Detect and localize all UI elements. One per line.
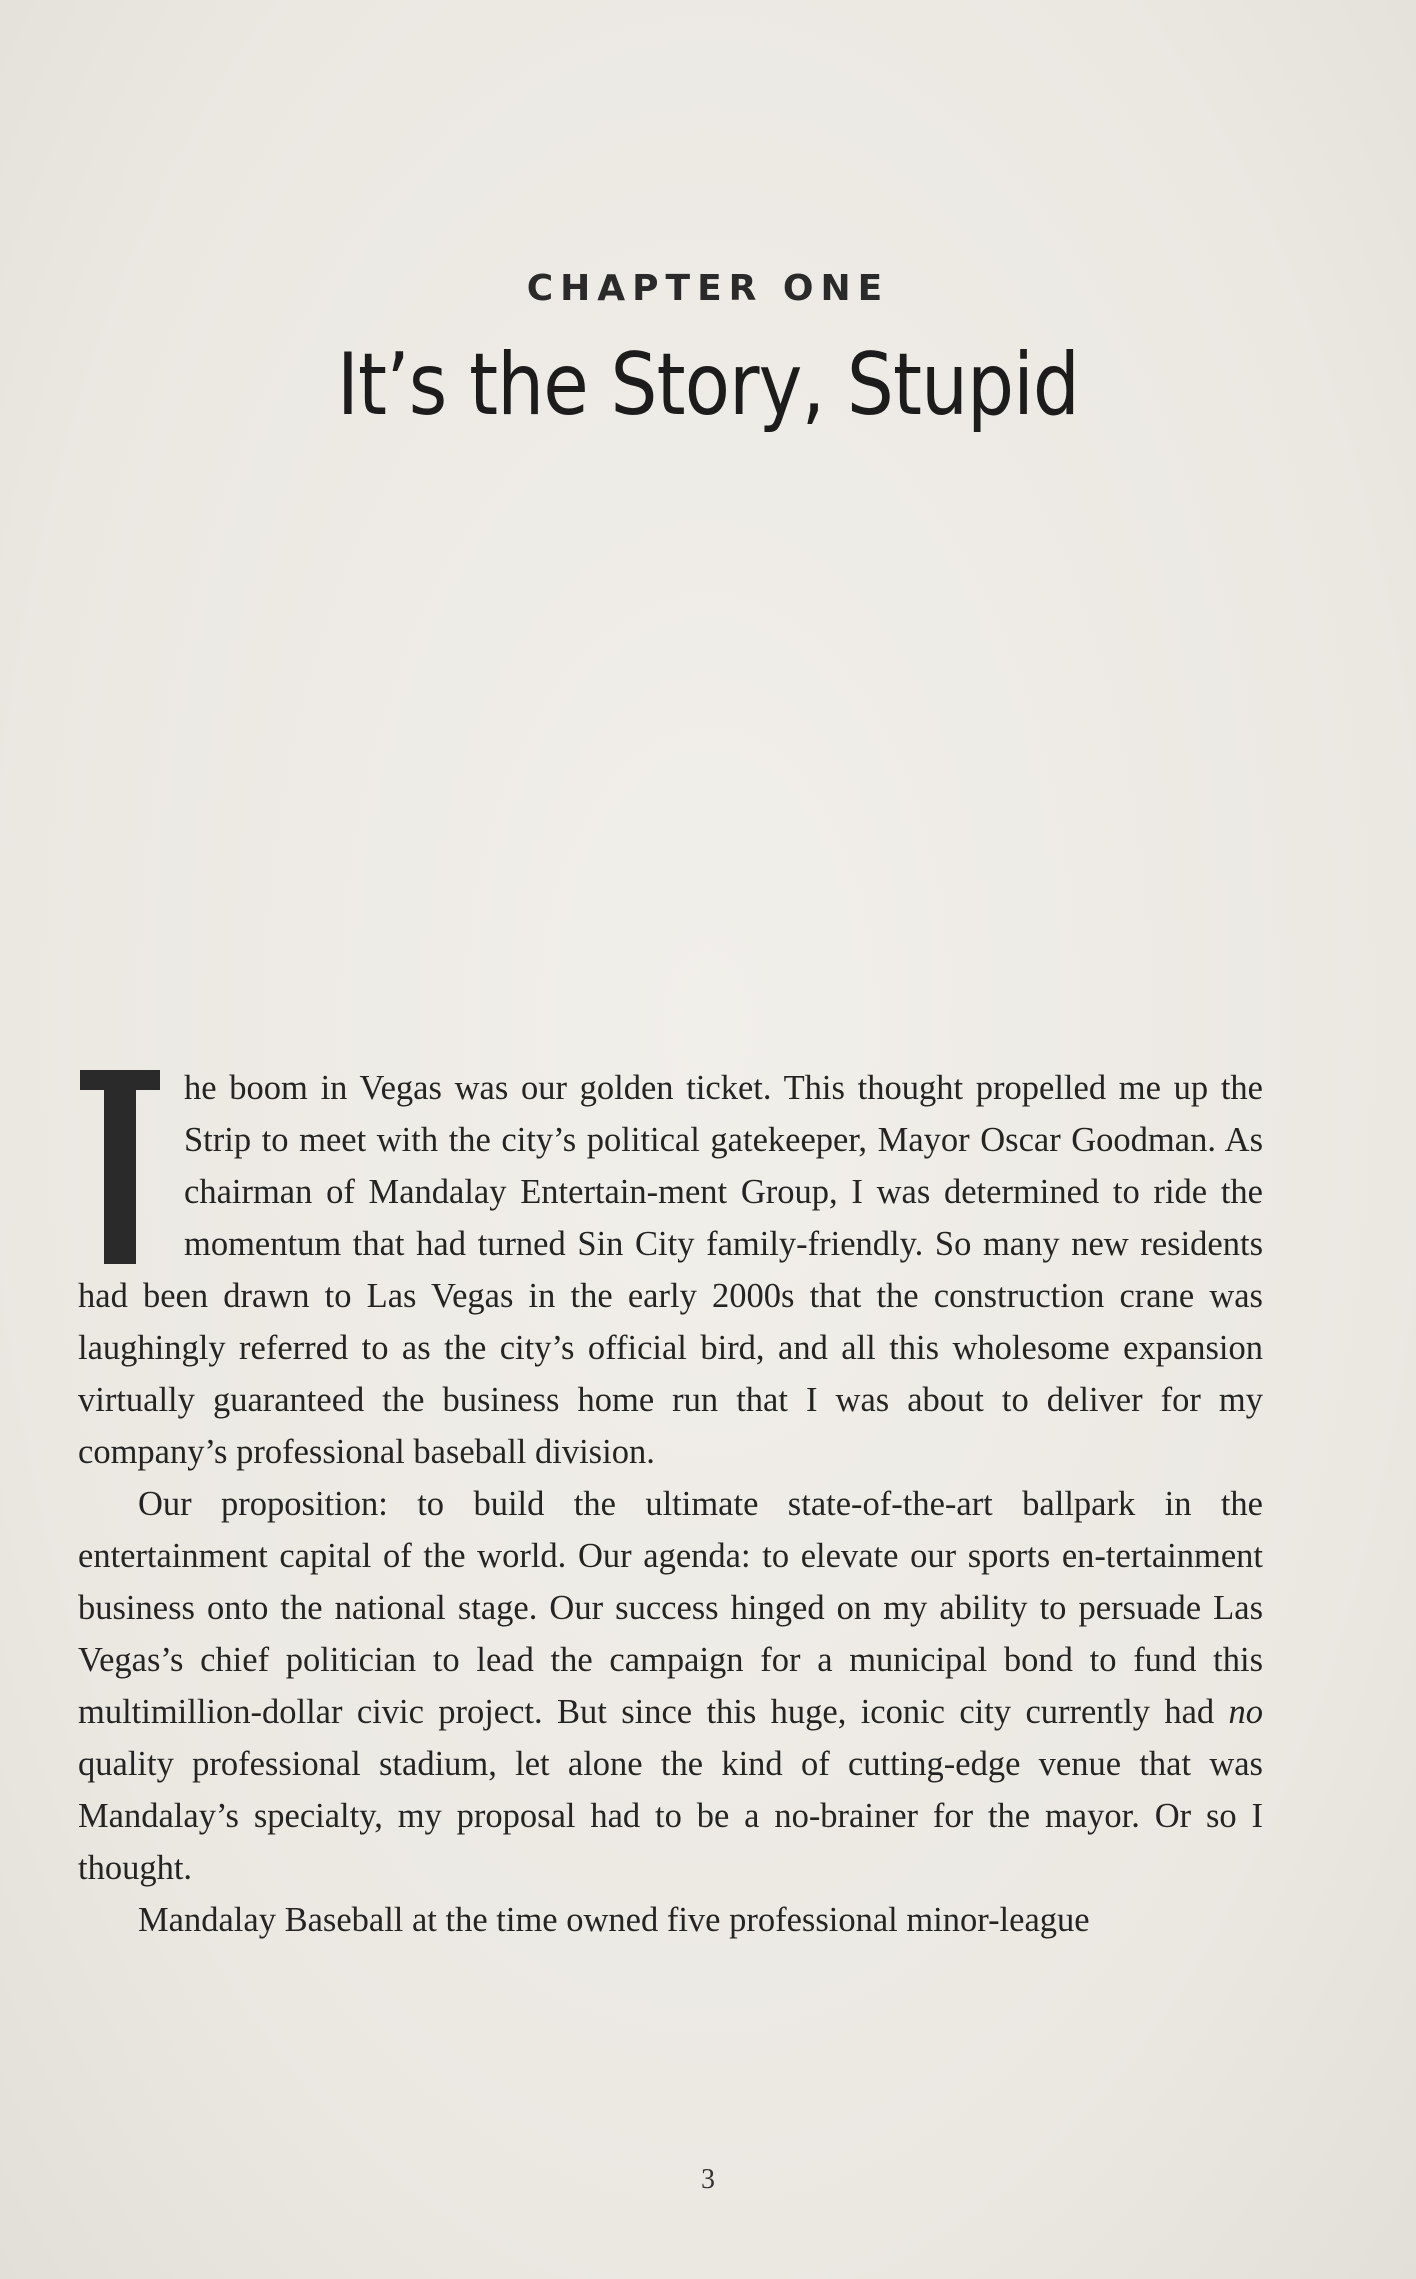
paragraph-3: Mandalay Baseball at the time owned five professional minor-league: [138, 1901, 1090, 1939]
emphasis: no: [1228, 1693, 1263, 1731]
drop-cap: [80, 1070, 160, 1264]
paragraph-1-text: he boom in Vegas was our golden ticket. This thought propelled me up the Strip to meet with the city’s political gatekeeper, Mayor Oscar Goodman. As chairman of Mandalay Entertain-ment Group, I was determined to ride the momentum that had turned Sin City family-friendly. So many new residents had been drawn to Las Vegas in the early 2000s that the construction crane was laughingly referred to as the city’s official bird, and all this wholesome expansion virtually guaranteed the business home run that I was about to deliver for my company’s professional baseball division.: [78, 1069, 1263, 1471]
body-text: [78, 1062, 1263, 1946]
paragraph-1: [78, 1062, 1263, 1478]
paragraph-2: Our proposition: to build the ultimate state-of-the-art ballpark in the entertainment capital of the world. Our agenda: to elevate our sports en-tertainment business onto the national stage. Our success hinged on my ability to persuade Las Vegas’s chief politician to lead the campaign for a municipal bond to fund this multimillion-dollar civic project. But since this huge, iconic city currently had no quality professional stadium, let alone the kind of cutting-edge venue that was Mandalay’s specialty, my proposal had to be a no-brainer for the mayor. Or so I thought.: [78, 1485, 1263, 1887]
page-number: 3: [701, 2164, 715, 2195]
chapter-title: It’s the Story, Stupid: [337, 335, 1079, 435]
chapter-label: CHAPTER ONE: [526, 268, 890, 309]
